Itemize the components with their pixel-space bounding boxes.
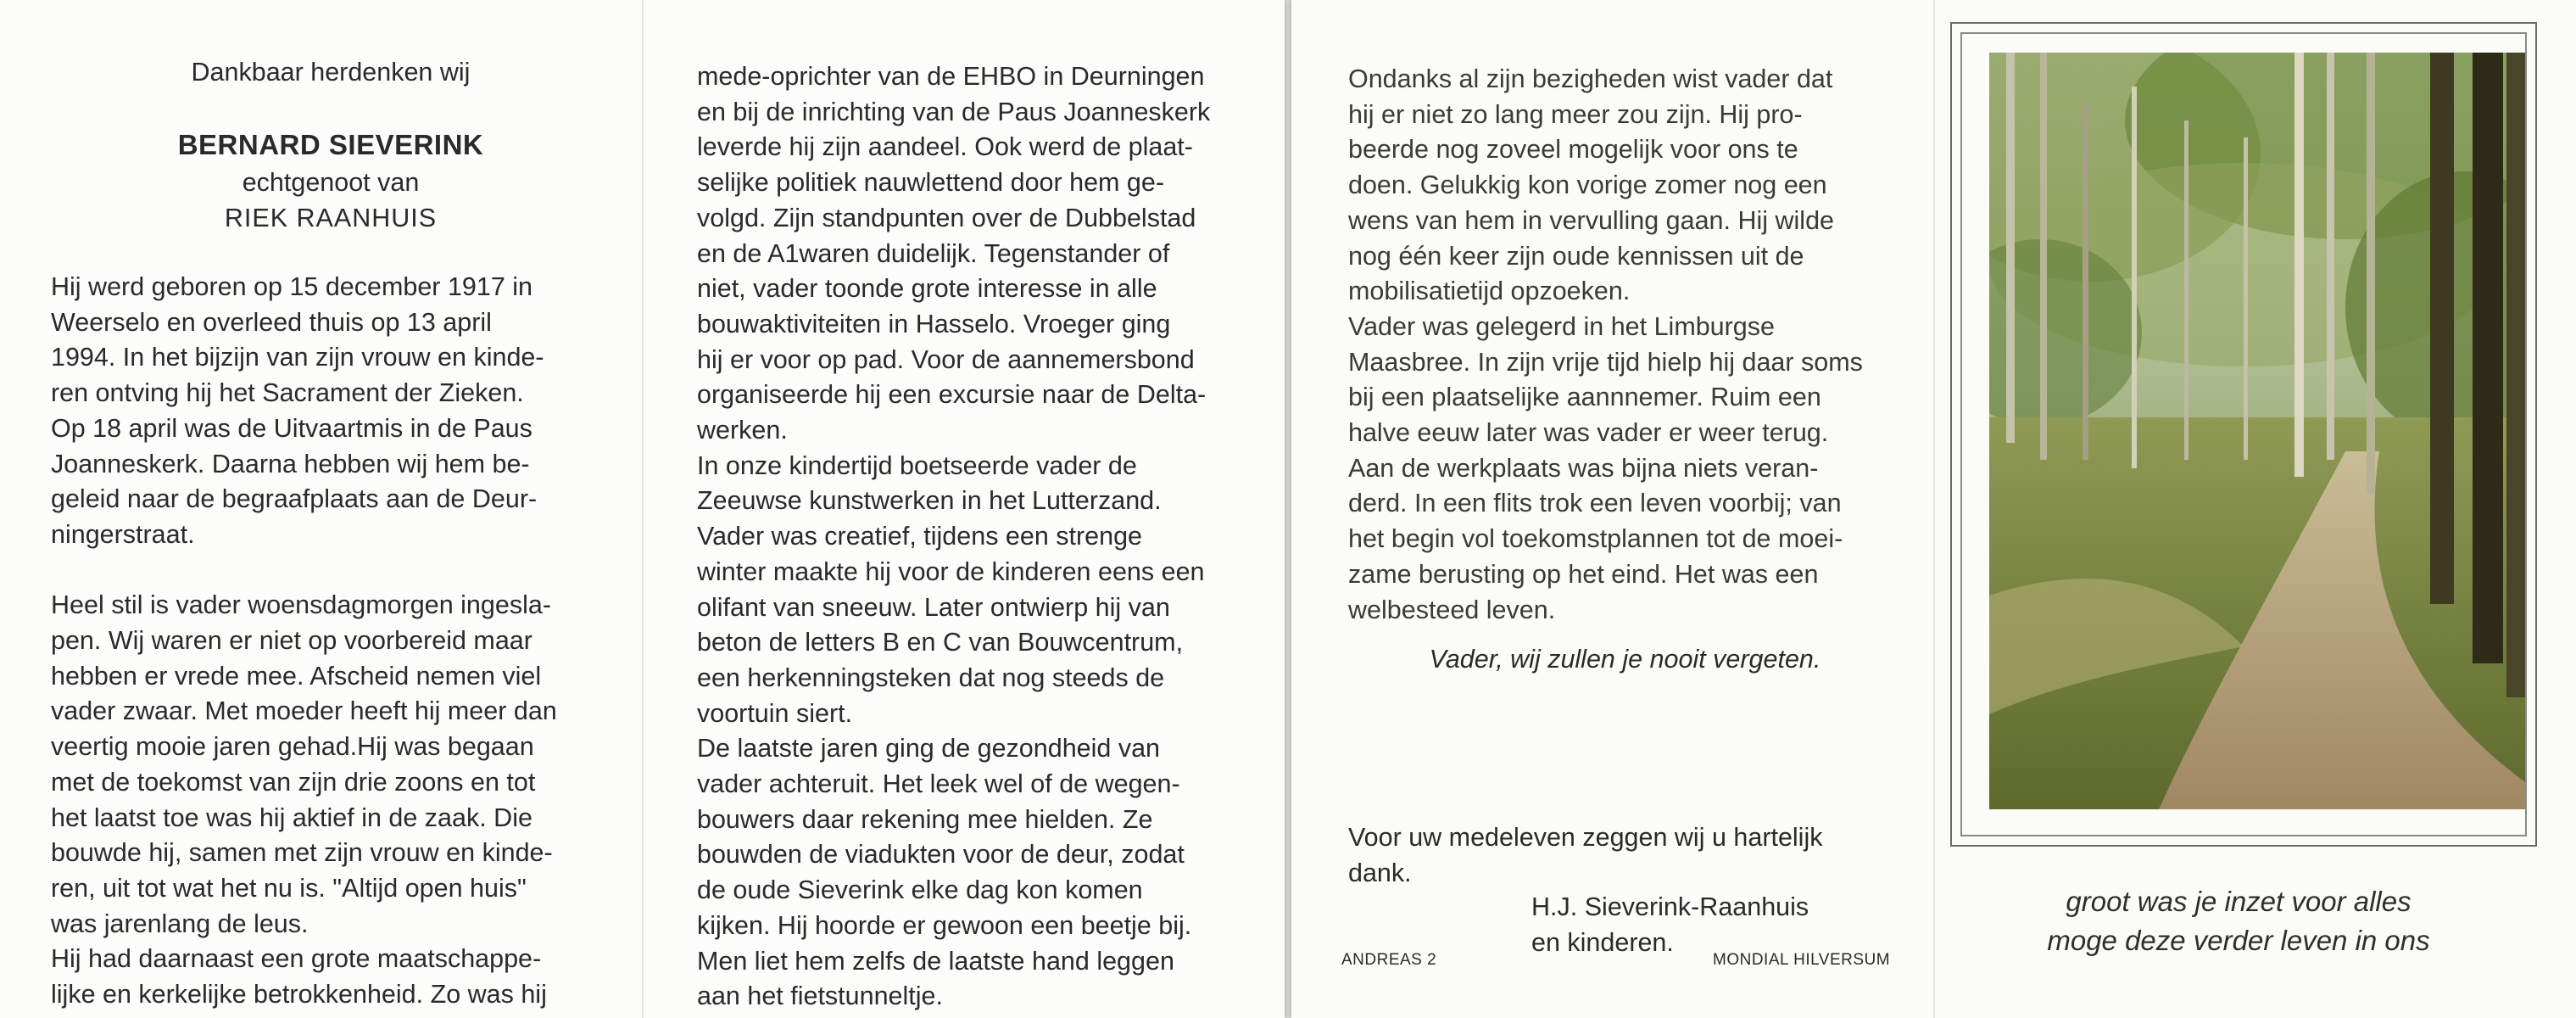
text-line: geleid naar de begraafplaats aan de Deur-	[51, 484, 538, 514]
text-line: werken.	[697, 416, 788, 445]
text-line: halve eeuw later was vader er weer terug.	[1348, 418, 1829, 448]
text-line: Zeeuwse kunstwerken in het Lutterzand.	[697, 486, 1162, 516]
text-line: met de toekomst van zijn drie zoons en tot	[51, 767, 536, 797]
text-line: en bij de inrichting van de Paus Joanneskerk	[697, 97, 1211, 126]
closing-motto: Vader, wij zullen je nooit vergeten.	[1429, 645, 1821, 674]
text-line: Vader was creatief, tijdens een strenge	[697, 522, 1143, 551]
text-column-2	[697, 59, 1246, 1015]
text-line: bij een plaatselijke aannnemer. Ruim een	[1348, 383, 1821, 412]
text-line: Joanneskerk. Daarna hebben wij hem be-	[51, 449, 530, 478]
text-line: winter maakte hij voor de kinderen eens een	[697, 557, 1205, 586]
text-line: Maasbree. In zijn vrije tijd hielp hij daar soms	[1348, 347, 1863, 377]
text-line: hebben er vrede mee. Afscheid nemen viel	[51, 661, 542, 691]
text-line: Hij werd geboren op 15 december 1917 in	[51, 272, 533, 301]
text-line: beton de letters B en C van Bouwcentrum,	[697, 628, 1184, 657]
text-line: een herkenningsteken dat nog steeds de	[697, 663, 1165, 692]
paragraph-community	[697, 59, 1246, 449]
text-line: vader achteruit. Het leek wel of de wegen-	[697, 769, 1180, 799]
verse-line: groot was je inzet voor alles	[2066, 886, 2412, 917]
text-line: leverde hij zijn aandeel. Ook werd de plaat-	[697, 132, 1193, 162]
spouse-name: RIEK RAANHUIS	[224, 204, 438, 232]
text-line: hij er niet zo lang meer zou zijn. Hij pro-	[1348, 99, 1803, 129]
signature-line: H.J. Sieverink-Raanhuis	[1531, 892, 1809, 921]
text-line: het begin vol toekomstplannen tot de moei-	[1348, 524, 1843, 554]
printer-mark-left: ANDREAS 2	[1341, 951, 1437, 969]
text-line: ren ontving hij het Sacrament der Zieken.	[51, 378, 524, 408]
text-line: was jarenlang de leus.	[51, 909, 309, 938]
deceased-name: BERNARD SIEVERINK	[177, 129, 484, 160]
fold-line	[642, 0, 644, 1018]
text-line: ningerstraat.	[51, 519, 195, 549]
text-line: bouwden de viadukten voor de deur, zodat	[697, 840, 1185, 870]
text-line: nog één keer zijn oude kennissen uit de	[1348, 241, 1804, 271]
forest-path-photo	[1989, 53, 2525, 809]
text-line: aan het fietstunneltje.	[697, 982, 943, 1011]
text-line: Weerselo en overleed thuis op 13 april	[51, 307, 492, 337]
text-line: bouwaktiviteiten in Hasselo. Vroeger ging	[697, 309, 1171, 338]
family-signature	[1531, 889, 1809, 960]
verse-line: moge deze verder leven in ons	[2047, 925, 2430, 956]
text-line: niet, vader toonde grote interesse in alle	[697, 274, 1157, 304]
text-line: olifant van sneeuw. Later ontwierp hij van	[697, 592, 1170, 622]
text-line: pen. Wij waren er niet op voorbereid maar	[51, 626, 532, 656]
text-line: wens van hem in vervulling gaan. Hij wilde	[1348, 205, 1835, 235]
text-line: doen. Gelukkig kon vorige zomer nog een	[1348, 171, 1827, 200]
text-line: Ondanks al zijn bezigheden wist vader dat	[1348, 64, 1833, 93]
paragraph-later-years	[697, 731, 1246, 1015]
paragraph-maasbree	[1348, 310, 1902, 628]
text-line: lijke en kerkelijke betrokkenheid. Zo was hij	[51, 980, 547, 1010]
text-line: 1994. In het bijzijn van zijn vrouw en kinde-	[51, 343, 544, 372]
text-line: ren, uit tot wat het nu is. "Altijd open huis"	[51, 873, 527, 903]
text-line: mede-oprichter van de EHBO in Deurningen	[697, 62, 1205, 91]
memorial-verse	[1959, 882, 2518, 960]
text-line: zame berusting op het eind. Het was een	[1348, 559, 1819, 589]
paragraph-passing	[51, 588, 604, 942]
spouse-label: echtgenoot van	[242, 168, 420, 197]
fold-line	[1933, 0, 1935, 1018]
text-line: Hij had daarnaast een grote maatschappe-	[51, 944, 542, 974]
text-line: Men liet hem zelfs de laatste hand leggen	[697, 946, 1174, 976]
text-line: veertig mooie jaren gehad.Hij was begaan	[51, 732, 534, 762]
paragraph-birth-death	[51, 270, 604, 553]
text-line: mobilisatietijd opzoeken.	[1348, 277, 1631, 306]
header-intro: Dankbaar herdenken wij	[191, 58, 471, 87]
paragraph-last-wish	[1348, 62, 1902, 310]
text-line: en de A1waren duidelijk. Tegenstander of	[697, 238, 1170, 268]
text-line: het laatst toe was hij aktief in de zaak. Die	[51, 803, 532, 832]
text-line: de oude Sieverink elke dag kon komen	[697, 875, 1143, 905]
thanks-line: dank.	[1348, 859, 1412, 887]
text-line: beerde nog zoveel mogelijk voor ons te	[1348, 135, 1798, 165]
text-line: volgd. Zijn standpunten over de Dubbelstad	[697, 203, 1196, 232]
text-column-3	[1348, 62, 1902, 628]
text-line: Heel stil is vader woensdagmorgen ingesla-	[51, 590, 551, 620]
text-line: selijke politiek nauwlettend door hem ge-	[697, 168, 1165, 198]
text-line: bouwde hij, samen met zijn vrouw en kinde-	[51, 838, 553, 868]
text-line: In onze kindertijd boetseerde vader de	[697, 450, 1137, 480]
text-line: bouwers daar rekening mee hielden. Ze	[697, 804, 1153, 834]
signature-line: en kinderen.	[1531, 928, 1674, 957]
text-line: Op 18 april was de Uitvaartmis in de Paus	[51, 413, 532, 443]
text-line: voortuin siert.	[697, 698, 853, 728]
text-line: derd. In een flits trok een leven voorbij; van	[1348, 489, 1842, 518]
paragraph-involvement	[51, 942, 604, 1012]
text-line: vader zwaar. Met moeder heeft hij meer dan	[51, 696, 557, 726]
text-line: organiseerde hij een excursie naar de Delta-	[697, 380, 1207, 410]
text-line: Vader was gelegerd in het Limburgse	[1348, 311, 1775, 341]
text-line: hij er voor op pad. Voor de aannemersbond	[697, 344, 1195, 374]
thanks-message	[1348, 819, 1908, 891]
thanks-line: Voor uw medeleven zeggen wij u hartelijk	[1348, 823, 1823, 852]
text-line: welbesteed leven.	[1348, 595, 1556, 624]
text-line: kijken. Hij hoorde er gewoon een beetje bij.	[697, 910, 1192, 940]
text-line: Aan de werkplaats was bijna niets veran-	[1348, 453, 1819, 483]
printer-mark-right: MONDIAL HILVERSUM	[1713, 951, 1891, 969]
text-line: De laatste jaren ging de gezondheid van	[697, 734, 1161, 764]
text-column-1	[51, 270, 604, 1013]
paragraph-childhood	[697, 449, 1246, 732]
